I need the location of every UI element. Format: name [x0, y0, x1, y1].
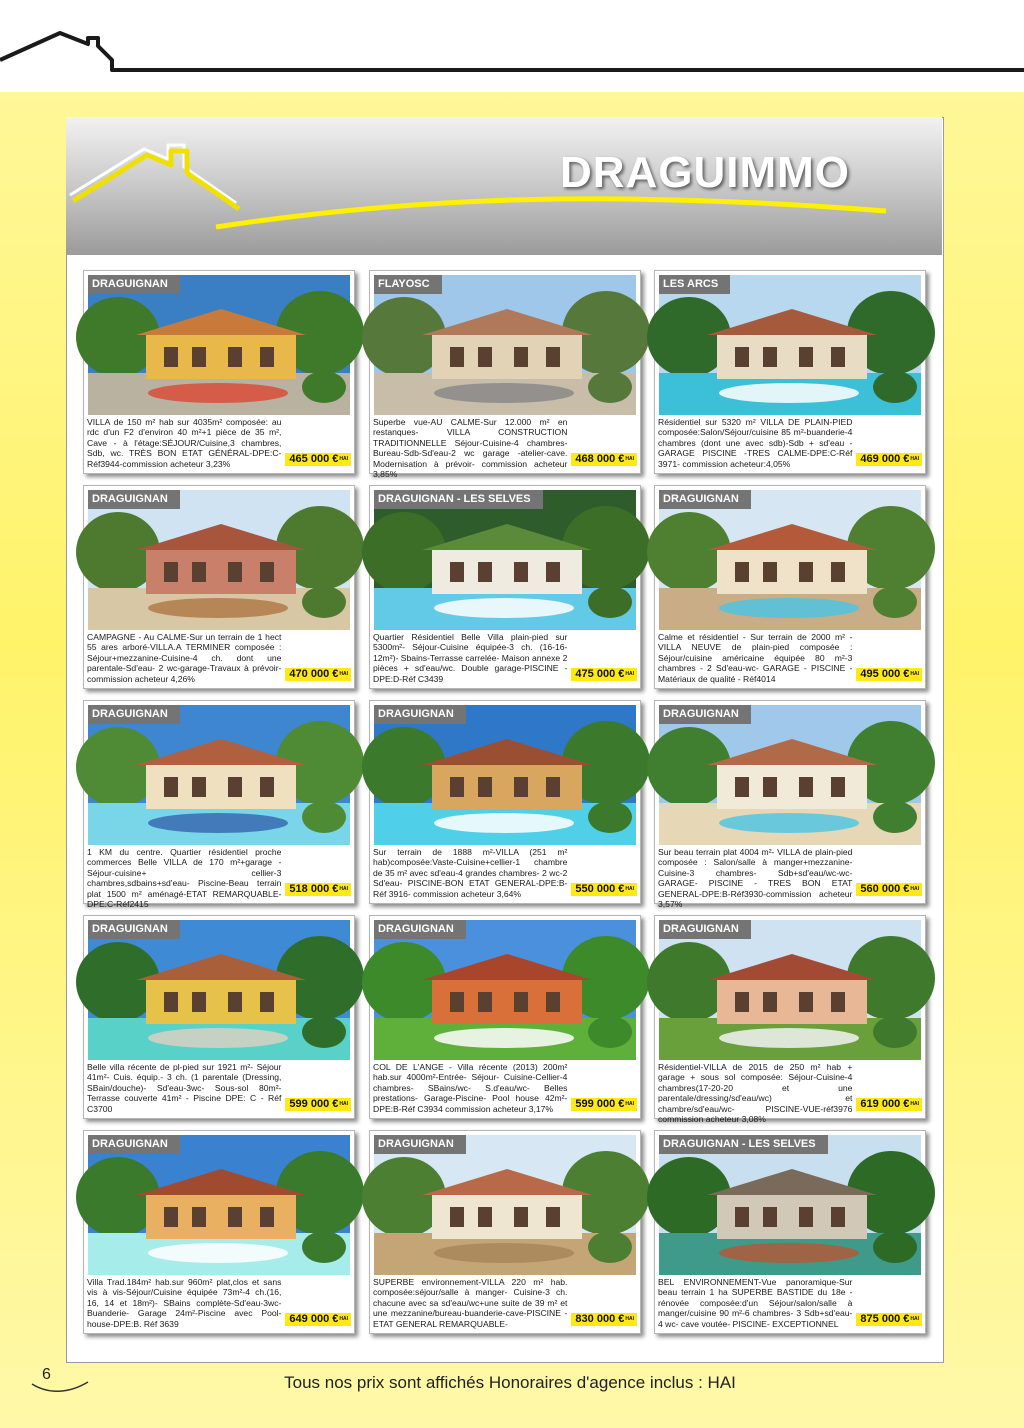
- currency-symbol: €: [332, 883, 339, 895]
- listing-description: [87, 1277, 351, 1329]
- listing-card[interactable]: [654, 485, 926, 689]
- listing-card[interactable]: [83, 700, 355, 910]
- listing-card[interactable]: [654, 700, 926, 910]
- hai-label: HAI: [339, 456, 348, 462]
- price-badge: [571, 453, 637, 466]
- listing-card[interactable]: [369, 700, 641, 904]
- house-roof-logo: [0, 0, 1024, 92]
- hai-label: HAI: [339, 1316, 348, 1322]
- price-value: 619 000: [860, 1098, 901, 1110]
- property-photo[interactable]: [88, 705, 350, 845]
- listing-description: [658, 1062, 922, 1125]
- description-text: Belle villa récente de pl-pied sur 1921 m²- Séjour 41m²- Cuis. équip.- 3 ch. (1 parentale (Dressing, SBain/douche)- Sd'eau-3wc- Sous-sol 80m²- Terrasse couverte 41m² - Piscine DPE: C - Réf C3700: [87, 1062, 282, 1114]
- listing-card[interactable]: [369, 270, 641, 480]
- property-photo[interactable]: [374, 1135, 636, 1275]
- currency-symbol: €: [903, 883, 910, 895]
- listing-description: [658, 632, 922, 684]
- currency-symbol: €: [618, 453, 625, 465]
- top-banner: [0, 0, 1024, 92]
- price-badge: [285, 668, 351, 681]
- page-swoosh-graphic: [30, 1380, 90, 1394]
- listing-card[interactable]: [654, 1130, 926, 1334]
- description-text: CAMPAGNE - Au CALME-Sur un terrain de 1 hect 55 ares arboré-VILLA.A TERMINER composée : Séjour+mezzanine-Cuisine-4 ch. dont une parentale-Sd'eau- 2 wc-garage-Travaux à prévoir-commission acheteur 4,26%: [87, 632, 282, 684]
- listing-description: [373, 1277, 637, 1329]
- price-badge: [285, 883, 351, 896]
- listing-description: [658, 1277, 922, 1329]
- listing-description: [373, 1062, 637, 1114]
- description-text: Calme et résidentiel - Sur terrain de 2000 m² - VILLA NEUVE de plain-pied composée : Séjour/cuisine américaine équipée 80 m²-3 chambres - 2 Sd'eau-wc- GARAGE - PISCINE - Matériaux de qualité - Réf4014: [658, 632, 853, 684]
- location-tag: DRAGUIGNAN: [88, 1135, 180, 1154]
- property-photo[interactable]: [374, 490, 636, 630]
- hai-label: HAI: [625, 671, 634, 677]
- hai-label: HAI: [625, 886, 634, 892]
- property-photo[interactable]: [659, 705, 921, 845]
- description-text: BEL ENVIRONNEMENT-Vue panoramique-Sur beau terrain 1 ha SUPERBE BASTIDE du 18e - rénovée composée:d'un Séjour/salon/salle à manger/cuisine 90 m²-6 chambres- 3 Sdb+sd'eau-4 wc- cave voutée- PISCINE- EXCEPTIONNEL: [658, 1277, 853, 1329]
- property-photo[interactable]: [374, 705, 636, 845]
- price-value: 469 000: [860, 453, 901, 465]
- price-value: 518 000: [289, 883, 330, 895]
- listing-card[interactable]: [654, 270, 926, 474]
- property-photo[interactable]: [659, 275, 921, 415]
- description-text: 1 KM du centre. Quartier résidentiel proche commerces Belle VILLA de 170 m²+garage - Séjour-cuisine+ cellier-3 chambres,sdbains+sd'eau- Piscine-Beau terrain plat 1500 m² aménagé-ETAT REMARQUABLE-DPE:C-Réf2415: [87, 847, 282, 910]
- listing-description: [658, 847, 922, 910]
- price-badge: [285, 1098, 351, 1111]
- listing-card[interactable]: [83, 1130, 355, 1334]
- description-text: SUPERBE environnement-VILLA 220 m² hab. composée:séjour/salle à manger- Cuisine-3 ch. chacune avec sa sd'eau/wc+une suite de 39 m² et une mezzanine/bureau-buanderie-cave-PISCINE - ETAT GENERAL REMARQUABLE-: [373, 1277, 568, 1329]
- price-value: 599 000: [289, 1098, 330, 1110]
- price-value: 830 000: [575, 1313, 616, 1325]
- hai-label: HAI: [910, 671, 919, 677]
- listing-card[interactable]: [83, 270, 355, 474]
- description-text: Sur terrain de 1888 m²-VILLA (251 m² hab)composée:Vaste-Cuisine+cellier-1 chambre de 35 m² avec sd'eau-4 grandes chambres- 2 wc-2 Sd'eau- PISCINE-BON ETAT GENERAL-DPE:B-Réf 3916- commission acheteur 3,64%: [373, 847, 568, 899]
- property-photo[interactable]: [374, 920, 636, 1060]
- hai-label: HAI: [625, 1316, 634, 1322]
- price-badge: [285, 1313, 351, 1326]
- listing-description: [373, 417, 637, 480]
- listing-description: [658, 417, 922, 469]
- listing-card[interactable]: [83, 485, 355, 689]
- listing-card[interactable]: [83, 915, 355, 1119]
- description-text: Superbe vue-AU CALME-Sur 12.000 m² en restanques- VILLA CONSTRUCTION TRADITIONNELLE Séjour-Cuisine-4 chambres-Bureau-Sdb-Sd'eau-2 wc garage -atelier-cave. Modernisation à prévoir- commission acheteur 3,85%: [373, 417, 568, 480]
- property-photo[interactable]: [374, 275, 636, 415]
- hai-label: HAI: [339, 886, 348, 892]
- hai-label: HAI: [625, 1101, 634, 1107]
- listing-description: [87, 847, 351, 910]
- listing-description: [87, 1062, 351, 1114]
- description-text: Résidentiel sur 5320 m² VILLA DE PLAIN-PIED composée:Salon/Séjour/cuisine 85 m²-buanderie-4 chambres (dont une avec sdb)-Sdb + sd'eau - GARAGE PISCINE -TRES CALME-DPE:C-Réf 3971- commission acheteur:4,05%: [658, 417, 853, 469]
- property-photo[interactable]: [88, 490, 350, 630]
- currency-symbol: €: [618, 1098, 625, 1110]
- currency-symbol: €: [332, 1313, 339, 1325]
- location-tag: DRAGUIGNAN - LES SELVES: [374, 490, 543, 509]
- price-value: 649 000: [289, 1313, 330, 1325]
- currency-symbol: €: [903, 1313, 910, 1325]
- hai-label: HAI: [910, 456, 919, 462]
- location-tag: DRAGUIGNAN: [659, 920, 751, 939]
- location-tag: DRAGUIGNAN: [88, 275, 180, 294]
- currency-symbol: €: [332, 453, 339, 465]
- listing-description: [87, 632, 351, 684]
- location-tag: DRAGUIGNAN: [659, 490, 751, 509]
- price-badge: [856, 1098, 922, 1111]
- price-badge: [571, 668, 637, 681]
- property-photo[interactable]: [659, 490, 921, 630]
- description-text: Résidentiel-VILLA de 2015 de 250 m² hab + garage + sous sol composée: Séjour-Cuisine-4 chambres(17-20-20 et une parentale/dressing/sd'eau/wc) et chambre/sd'eau/wc- PISCINE-VUE-réf3976 commission acheteur 3,08%: [658, 1062, 853, 1125]
- property-photo[interactable]: [659, 920, 921, 1060]
- currency-symbol: €: [618, 1313, 625, 1325]
- hai-label: HAI: [625, 456, 634, 462]
- listing-card[interactable]: [369, 1130, 641, 1334]
- location-tag: DRAGUIGNAN: [374, 920, 466, 939]
- location-tag: DRAGUIGNAN - LES SELVES: [659, 1135, 828, 1154]
- location-tag: LES ARCS: [659, 275, 730, 294]
- property-photo[interactable]: [88, 275, 350, 415]
- listing-description: [87, 417, 351, 469]
- location-tag: DRAGUIGNAN: [88, 490, 180, 509]
- price-value: 468 000: [575, 453, 616, 465]
- location-tag: DRAGUIGNAN: [659, 705, 751, 724]
- currency-symbol: €: [332, 1098, 339, 1110]
- price-value: 560 000: [860, 883, 901, 895]
- hai-label: HAI: [339, 671, 348, 677]
- price-value: 550 000: [575, 883, 616, 895]
- location-tag: DRAGUIGNAN: [88, 920, 180, 939]
- location-tag: DRAGUIGNAN: [374, 705, 466, 724]
- currency-symbol: €: [332, 668, 339, 680]
- currency-symbol: €: [903, 668, 910, 680]
- price-badge: [856, 668, 922, 681]
- price-badge: [285, 453, 351, 466]
- hai-label: HAI: [910, 1101, 919, 1107]
- currency-symbol: €: [618, 668, 625, 680]
- pricing-note: Tous nos prix sont affichés Honoraires d'agence inclus : HAI: [284, 1373, 736, 1392]
- property-photo[interactable]: [88, 920, 350, 1060]
- page-number: 6: [42, 1366, 51, 1383]
- currency-symbol: €: [618, 883, 625, 895]
- property-photo[interactable]: [659, 1135, 921, 1275]
- price-value: 875 000: [860, 1313, 901, 1325]
- location-tag: DRAGUIGNAN: [88, 705, 180, 724]
- price-value: 495 000: [860, 668, 901, 680]
- description-text: VILLA de 150 m² hab sur 4035m² composée: au rdc d'un F2 d'environ 40 m²+1 pièce de 35 m², Cave - à l'étage:SÉJOUR/Cuisine,3 chambres, Sdb, wc. TRÈS BON ETAT GÉNÉRAL-DPE:C-Réf3944-commission acheteur 3,23%: [87, 417, 282, 469]
- price-badge: [571, 1098, 637, 1111]
- hai-label: HAI: [910, 1316, 919, 1322]
- agency-name: DRAGUIMMO: [559, 148, 851, 197]
- price-badge: [571, 1313, 637, 1326]
- price-value: 470 000: [289, 668, 330, 680]
- location-tag: FLAYOSC: [374, 275, 442, 294]
- description-text: COL DE L'ANGE - Villa récente (2013) 200m² hab.sur 4000m²-Entrée- Séjour- Cuisine-Cellier-4 chambres- SBains/wc- S.d'eau/wc- Belles prestations- Garage-Piscine- Pool house 42m²-DPE:B-Réf C3934 commission acheteur 3,17%: [373, 1062, 568, 1114]
- listing-card[interactable]: [369, 915, 641, 1119]
- price-value: 599 000: [575, 1098, 616, 1110]
- listing-description: [373, 632, 637, 684]
- price-badge: [856, 453, 922, 466]
- hai-label: HAI: [339, 1101, 348, 1107]
- price-badge: [856, 883, 922, 896]
- description-text: Sur beau terrain plat 4004 m²- VILLA de plain-pied composée : Salon/salle à manger+mezzanine-Cuisine-3 chambres- Sdb+sd'eau/wc-wc-GARAGE- PISCINE - TRES BON ETAT GENERAL-DPE:B-Réf3930-commission acheteur 3,57%: [658, 847, 853, 910]
- price-value: 475 000: [575, 668, 616, 680]
- currency-symbol: €: [903, 1098, 910, 1110]
- currency-symbol: €: [903, 453, 910, 465]
- description-text: Villa Trad.184m² hab.sur 960m² plat,clos et sans vis à vis-Séjour/Cuisine équipée 73m²-4 ch.(16, 16, 14 et 18m²)- SBains complète-Sd'eau-3wc-Buanderie- Garage 24m²-Piscine avec Pool-house-DPE:B. Réf 3639: [87, 1277, 282, 1329]
- hai-label: HAI: [910, 886, 919, 892]
- price-badge: [571, 883, 637, 896]
- price-badge: [856, 1313, 922, 1326]
- price-value: 465 000: [289, 453, 330, 465]
- listing-card[interactable]: [369, 485, 641, 689]
- location-tag: DRAGUIGNAN: [374, 1135, 466, 1154]
- listing-description: [373, 847, 637, 899]
- property-photo[interactable]: [88, 1135, 350, 1275]
- listing-card[interactable]: [654, 915, 926, 1125]
- description-text: Quartier Résidentiel Belle Villa plain-pied sur 5300m²- Séjour-Cuisine équipée-3 ch. (16-16-12m²)- Sbains-Terrasse carrelée- Maison annexe 2 pièces + sd'eau/wc. Double garage-PISCINE - DPE:D-Réf C3439: [373, 632, 568, 684]
